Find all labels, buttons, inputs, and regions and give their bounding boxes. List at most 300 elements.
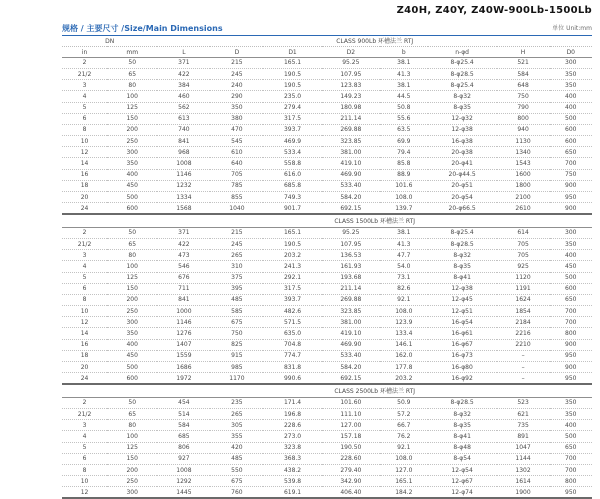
cell: 355 (210, 431, 263, 442)
cell: 558.8 (263, 158, 321, 169)
cell: 73.1 (380, 272, 428, 283)
cell: 8-φ32 (428, 91, 497, 102)
cell: 900 (550, 203, 592, 215)
cell: 1624 (497, 294, 550, 305)
section-title: CLASS 2500Lb 环槽法兰 RTJ (334, 387, 416, 395)
cell: 133.4 (380, 328, 428, 339)
cell: 350 (107, 328, 157, 339)
cell: 422 (157, 68, 210, 79)
cell: 700 (550, 158, 592, 169)
cell: 12 (62, 317, 107, 328)
cell: 1600 (497, 169, 550, 180)
cell: 47.7 (380, 250, 428, 261)
dimensions-table (62, 37, 592, 499)
cell: 24 (62, 373, 107, 385)
cell: 380 (210, 113, 263, 124)
cell: 79.4 (380, 147, 428, 158)
cell: 245 (210, 238, 263, 249)
cell: 16 (62, 169, 107, 180)
table-column-header-row (62, 47, 592, 57)
cell: 146.1 (380, 339, 428, 350)
cell: 750 (210, 328, 263, 339)
cell: 265 (210, 408, 263, 419)
cell: 600 (107, 203, 157, 215)
cell: 400 (550, 102, 592, 113)
cell: 700 (550, 464, 592, 475)
section-title-spacer (62, 214, 157, 227)
table-row (62, 91, 592, 102)
cell: 400 (107, 169, 157, 180)
cell: 123.9 (380, 317, 428, 328)
cell: 80 (107, 80, 157, 91)
cell: 3 (62, 250, 107, 261)
cell: 1047 (497, 442, 550, 453)
cell: 985 (210, 362, 263, 373)
table-row (62, 328, 592, 339)
cell: 20-φ66.5 (428, 203, 497, 215)
table-row (62, 169, 592, 180)
cell: 139.7 (380, 203, 428, 215)
cell: 692.15 (322, 373, 380, 385)
table-row (62, 227, 592, 238)
cell: 269.88 (322, 124, 380, 135)
table-row (62, 397, 592, 408)
table-row (62, 192, 592, 203)
cell: 1686 (157, 362, 210, 373)
cell: 165.1 (263, 57, 321, 68)
cell: 371 (157, 227, 210, 238)
cell: 521 (497, 57, 550, 68)
cell: 101.6 (380, 180, 428, 191)
cell: 317.5 (263, 113, 321, 124)
cell: 610 (210, 147, 263, 158)
cell: 375 (210, 272, 263, 283)
cell: 1170 (210, 373, 263, 385)
cell: 50 (107, 397, 157, 408)
cell: 1543 (497, 158, 550, 169)
table-row (62, 350, 592, 361)
cell: 500 (550, 272, 592, 283)
cell: 371 (157, 57, 210, 68)
cell: 16-φ80 (428, 362, 497, 373)
table-row (62, 180, 592, 191)
cell: 50.9 (380, 397, 428, 408)
cell: 8-φ28.5 (428, 68, 497, 79)
table-row (62, 80, 592, 91)
cell: 290 (210, 91, 263, 102)
cell: 450 (107, 180, 157, 191)
cell: 44.5 (380, 91, 428, 102)
cell: 700 (550, 317, 592, 328)
cell: 16-φ73 (428, 350, 497, 361)
cell: 80 (107, 420, 157, 431)
cell: 614 (497, 227, 550, 238)
cell: 292.1 (263, 272, 321, 283)
cell: 460 (157, 91, 210, 102)
cell: 675 (210, 317, 263, 328)
cell: 12 (62, 147, 107, 158)
cell: 215 (210, 227, 263, 238)
cell: 990.6 (263, 373, 321, 385)
cell: 85.8 (380, 158, 428, 169)
cell: 240 (210, 80, 263, 91)
cell: 705 (210, 169, 263, 180)
cell: 245 (210, 68, 263, 79)
cell: 200 (107, 294, 157, 305)
cell: 675 (210, 476, 263, 487)
cell: 1407 (157, 339, 210, 350)
cell: 584.20 (322, 192, 380, 203)
table-row (62, 464, 592, 475)
cell: 1614 (497, 476, 550, 487)
cell: 250 (107, 306, 157, 317)
cell: 6 (62, 113, 107, 124)
cell: 454 (157, 397, 210, 408)
cell: 4 (62, 261, 107, 272)
cell: 5 (62, 102, 107, 113)
cell: 20 (62, 362, 107, 373)
cell: 523 (497, 397, 550, 408)
cell: 101.60 (322, 397, 380, 408)
cell: 127.0 (380, 464, 428, 475)
cell: 2 (62, 397, 107, 408)
cell: 193.68 (322, 272, 380, 283)
column-header: D1 (263, 47, 321, 57)
cell: 855 (210, 192, 263, 203)
cell: 250 (107, 476, 157, 487)
cell: 584 (497, 68, 550, 79)
cell: 190.5 (263, 80, 321, 91)
column-header: L (157, 47, 210, 57)
cell: 323.8 (263, 442, 321, 453)
cell: 600 (550, 124, 592, 135)
cell: 165.1 (263, 227, 321, 238)
cell: 785 (210, 180, 263, 191)
cell: 300 (107, 147, 157, 158)
cell: 111.10 (322, 408, 380, 419)
cell: 12-φ51 (428, 306, 497, 317)
cell: 54.0 (380, 261, 428, 272)
cell: 3 (62, 420, 107, 431)
cell: 125 (107, 442, 157, 453)
cell: 55.6 (380, 113, 428, 124)
cell: 485 (210, 453, 263, 464)
cell: 968 (157, 147, 210, 158)
cell: 927 (157, 453, 210, 464)
cell: 406.40 (322, 487, 380, 499)
column-header: in (62, 47, 107, 57)
cell: 18 (62, 350, 107, 361)
cell: 650 (550, 147, 592, 158)
cell: 8-φ25.4 (428, 227, 497, 238)
cell: 705 (497, 238, 550, 249)
cell: 704.8 (263, 339, 321, 350)
cell: 136.53 (322, 250, 380, 261)
page-title: 规格 / 主要尺寸 /Size/Main Dimensions (62, 24, 223, 33)
cell: 65 (107, 68, 157, 79)
cell: 800 (550, 328, 592, 339)
cell: 50 (107, 227, 157, 238)
table-row (62, 102, 592, 113)
cell: 184.2 (380, 487, 428, 499)
cell: 635.0 (263, 328, 321, 339)
cell: – (497, 373, 550, 385)
cell: 16-φ61 (428, 328, 497, 339)
cell: 203.2 (263, 250, 321, 261)
cell: 485 (210, 294, 263, 305)
cell: 88.9 (380, 169, 428, 180)
cell: 685 (157, 431, 210, 442)
cell: 2 (62, 57, 107, 68)
cell: 50.8 (380, 102, 428, 113)
cell: 8-φ32 (428, 250, 497, 261)
cell: 24 (62, 203, 107, 215)
cell: 235 (210, 397, 263, 408)
cell: 900 (550, 180, 592, 191)
cell: 200 (107, 464, 157, 475)
cell: 20-φ54 (428, 192, 497, 203)
cell: 692.15 (322, 203, 380, 215)
cell: 1334 (157, 192, 210, 203)
column-header: D2 (322, 47, 380, 57)
cell: 800 (497, 113, 550, 124)
cell: 21/2 (62, 68, 107, 79)
cell: 1568 (157, 203, 210, 215)
cell: 300 (107, 487, 157, 499)
cell: 107.95 (322, 68, 380, 79)
cell: 1302 (497, 464, 550, 475)
section-title: CLASS 1500Lb 环槽法兰 RTJ (334, 217, 416, 225)
cell: 533.40 (322, 350, 380, 361)
table-row (62, 431, 592, 442)
cell: 241.3 (263, 261, 321, 272)
cell: 16 (62, 339, 107, 350)
cell: 400 (550, 420, 592, 431)
cell: 300 (107, 317, 157, 328)
cell: 12-φ38 (428, 283, 497, 294)
table-row (62, 487, 592, 499)
cell: 10 (62, 136, 107, 147)
cell: 38.1 (380, 227, 428, 238)
cell: 177.8 (380, 362, 428, 373)
cell: 539.8 (263, 476, 321, 487)
cell: 310 (210, 261, 263, 272)
cell: 1232 (157, 180, 210, 191)
cell: 393.7 (263, 294, 321, 305)
cell: 215 (210, 57, 263, 68)
table-row (62, 373, 592, 385)
cell: 16-φ67 (428, 339, 497, 350)
cell: 8 (62, 124, 107, 135)
cell: 600 (107, 373, 157, 385)
cell: 900 (550, 339, 592, 350)
cell: – (497, 362, 550, 373)
cell: 8-φ25.4 (428, 80, 497, 91)
cell: 419.10 (322, 158, 380, 169)
cell: 469.90 (322, 339, 380, 350)
cell: 619.1 (263, 487, 321, 499)
table-row (62, 272, 592, 283)
cell: 18 (62, 180, 107, 191)
cell: 92.1 (380, 294, 428, 305)
cell: 21/2 (62, 408, 107, 419)
cell: 125 (107, 272, 157, 283)
cell: 165.1 (380, 476, 428, 487)
cell: 584 (157, 420, 210, 431)
table-row (62, 453, 592, 464)
cell: 774.7 (263, 350, 321, 361)
cell: 640 (210, 158, 263, 169)
cell: 419.10 (322, 328, 380, 339)
cell: 8-φ32 (428, 408, 497, 419)
cell: 20 (62, 192, 107, 203)
cell: 127.00 (322, 420, 380, 431)
table-row (62, 283, 592, 294)
cell: 350 (550, 238, 592, 249)
section-title-spacer (62, 384, 157, 397)
cell: 950 (550, 373, 592, 385)
cell: 841 (157, 294, 210, 305)
cell: 12-φ32 (428, 113, 497, 124)
cell: 735 (497, 420, 550, 431)
table-row (62, 238, 592, 249)
cell: 3 (62, 80, 107, 91)
cell: 950 (550, 192, 592, 203)
cell: 5 (62, 442, 107, 453)
cell: 8-φ25.4 (428, 57, 497, 68)
cell: 700 (550, 306, 592, 317)
table-row (62, 339, 592, 350)
cell: 323.85 (322, 136, 380, 147)
cell: 621 (497, 408, 550, 419)
cell: 2184 (497, 317, 550, 328)
cell: 12 (62, 487, 107, 499)
cell: 1900 (497, 487, 550, 499)
cell: 648 (497, 80, 550, 91)
model-title: Z40H, Z40Y, Z40W-900Lb-1500Lb (396, 5, 592, 16)
cell: 150 (107, 113, 157, 124)
cell: 500 (550, 113, 592, 124)
table-row (62, 136, 592, 147)
cell: 211.14 (322, 113, 380, 124)
table-row (62, 113, 592, 124)
cell: 700 (550, 453, 592, 464)
page-content (62, 5, 592, 499)
table-row (62, 362, 592, 373)
cell: 10 (62, 306, 107, 317)
cell: 95.25 (322, 227, 380, 238)
cell: 469.90 (322, 169, 380, 180)
table-row (62, 68, 592, 79)
cell: 760 (210, 487, 263, 499)
cell: 10 (62, 476, 107, 487)
cell: 162.0 (380, 350, 428, 361)
cell: 1146 (157, 317, 210, 328)
cell: 190.5 (263, 68, 321, 79)
cell: 235.0 (263, 91, 321, 102)
cell: 469.9 (263, 136, 321, 147)
cell: 1040 (210, 203, 263, 215)
cell: 368.3 (263, 453, 321, 464)
cell: 342.90 (322, 476, 380, 487)
cell: 650 (550, 294, 592, 305)
cell: 500 (550, 431, 592, 442)
cell: 950 (550, 350, 592, 361)
cell: 450 (550, 261, 592, 272)
cell: 100 (107, 431, 157, 442)
cell: 196.8 (263, 408, 321, 419)
cell: 350 (550, 80, 592, 91)
column-header: mm (107, 47, 157, 57)
cell: 1130 (497, 136, 550, 147)
cell: 600 (550, 283, 592, 294)
cell: 841 (157, 136, 210, 147)
cell: 400 (550, 91, 592, 102)
cell: 1008 (157, 464, 210, 475)
section-title-row (62, 214, 592, 227)
cell: 16-φ38 (428, 136, 497, 147)
cell: 533.40 (322, 180, 380, 191)
cell: 400 (550, 250, 592, 261)
cell: 750 (550, 169, 592, 180)
cell: 1144 (497, 453, 550, 464)
cell: 2216 (497, 328, 550, 339)
cell: 1340 (497, 147, 550, 158)
cell: 100 (107, 91, 157, 102)
cell: 8-φ41 (428, 431, 497, 442)
cell: 150 (107, 283, 157, 294)
cell: 269.88 (322, 294, 380, 305)
table-group-header-row (62, 37, 592, 47)
cell: 571.5 (263, 317, 321, 328)
cell: 8 (62, 294, 107, 305)
cell: 350 (550, 397, 592, 408)
cell: 190.5 (263, 238, 321, 249)
cell: 190.50 (322, 442, 380, 453)
cell: 1800 (497, 180, 550, 191)
table-row (62, 420, 592, 431)
table-row (62, 57, 592, 68)
cell: 108.0 (380, 192, 428, 203)
cell: 393.7 (263, 124, 321, 135)
cell: 831.8 (263, 362, 321, 373)
cell: 482.6 (263, 306, 321, 317)
cell: 323.85 (322, 306, 380, 317)
cell: 69.9 (380, 136, 428, 147)
cell: 4 (62, 431, 107, 442)
cell: 95.25 (322, 57, 380, 68)
cell: 350 (550, 68, 592, 79)
cell: 8-φ35 (428, 261, 497, 272)
cell: 125 (107, 102, 157, 113)
cell: 1854 (497, 306, 550, 317)
cell: 8-φ54 (428, 453, 497, 464)
cell: 500 (107, 192, 157, 203)
table-row (62, 203, 592, 215)
cell: 806 (157, 442, 210, 453)
table-row (62, 317, 592, 328)
cell: 8-φ35 (428, 420, 497, 431)
cell: 901.7 (263, 203, 321, 215)
table-body (62, 57, 592, 498)
cell: 450 (107, 350, 157, 361)
cell: 8-φ28.5 (428, 397, 497, 408)
cell: 317.5 (263, 283, 321, 294)
cell: – (497, 350, 550, 361)
cell: 470 (210, 124, 263, 135)
cell: 1000 (157, 306, 210, 317)
cell: 800 (550, 476, 592, 487)
